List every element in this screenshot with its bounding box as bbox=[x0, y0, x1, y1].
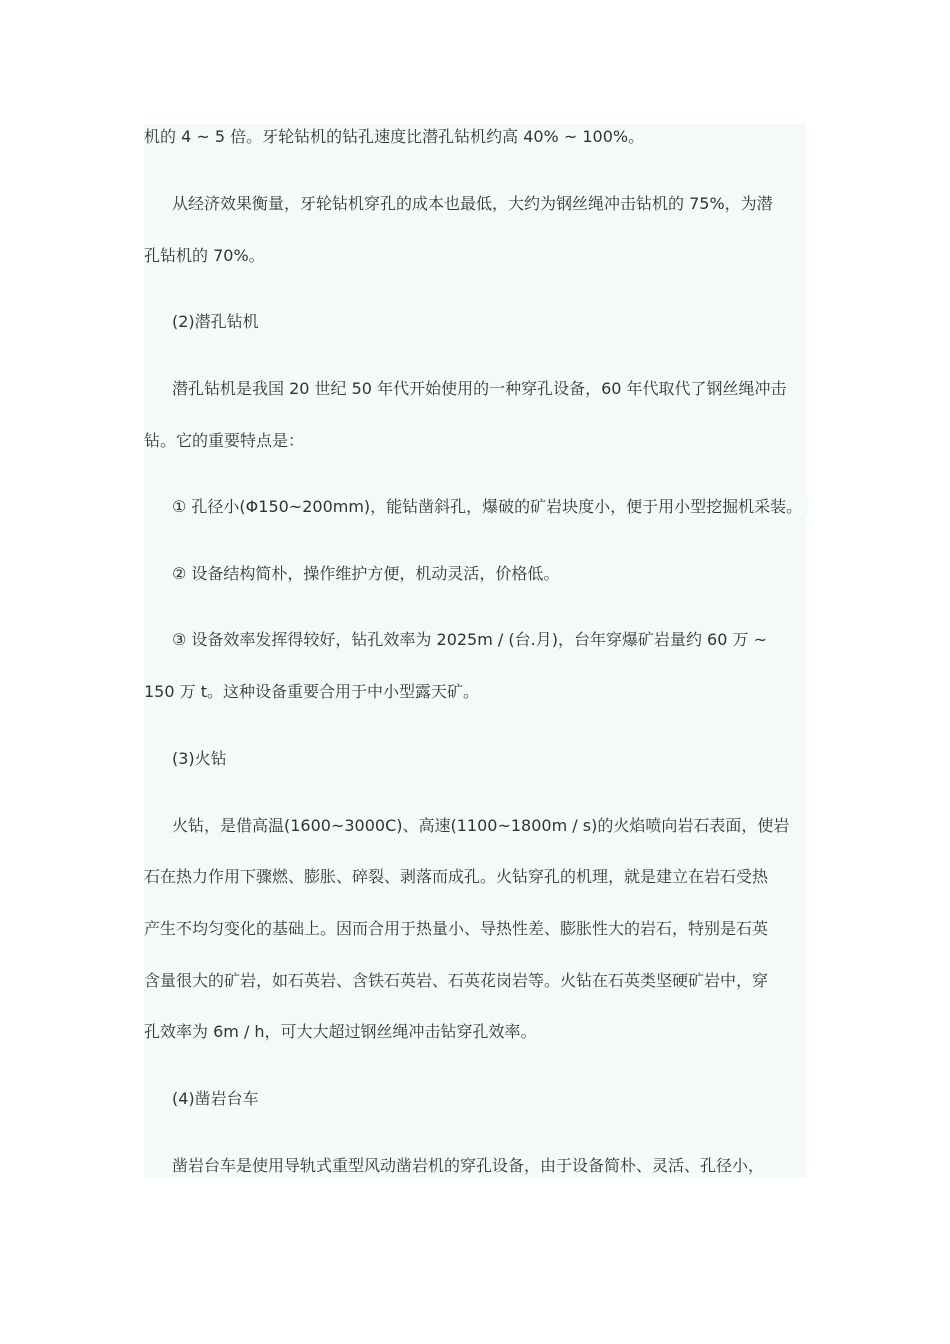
text-line: 机的 4 ~ 5 倍。牙轮钻机的钻孔速度比潜孔钻机约高 40% ~ 100%。 bbox=[144, 127, 645, 146]
text-line: 含量很大的矿岩，如石英岩、含铁石英岩、石英花岗岩等。火钻在石英类坚硬矿岩中，穿 bbox=[144, 971, 769, 990]
text-line: 产生不均匀变化的基础上。因而合用于热量小、导热性差、膨胀性大的岩石，特别是石英 bbox=[144, 919, 769, 938]
text-line: 火钻，是借高温(1600~3000C)、高速(1100~1800m / s)的火焰喷向岩石表面，使岩 bbox=[172, 816, 790, 835]
list-item-text: ① 孔径小(Φ150~200mm)，能钻凿斜孔，爆破的矿岩块度小，便于用小型挖掘机采装。 bbox=[172, 497, 808, 516]
text-line: 潜孔钻机是我国 20 世纪 50 年代开始使用的一种穿孔设备，60 年代取代了钢丝绳冲击 bbox=[172, 379, 787, 398]
text-line: 从经济效果衡量，牙轮钻机穿孔的成本也最低，大约为钢丝绳冲击钻机的 75%，为潜 bbox=[172, 194, 773, 213]
text-line: 孔效率为 6m / h，可大大超过钢丝绳冲击钻穿孔效率。 bbox=[144, 1022, 537, 1041]
list-item: ② 设备结构简朴，操作维护方便，机动灵活，价格低。 bbox=[172, 564, 560, 583]
section-heading: (3)火钻 bbox=[172, 749, 227, 768]
text-line: 凿岩台车是使用导轨式重型风动凿岩机的穿孔设备，由于设备简朴、灵活、孔径小， bbox=[172, 1156, 765, 1175]
document-body bbox=[144, 124, 806, 1178]
section-heading: (4)凿岩台车 bbox=[172, 1089, 259, 1108]
text-line: 150 万 t。这种设备重要合用于中小型露天矿。 bbox=[144, 682, 479, 701]
text-line: 石在热力作用下骤燃、膨胀、碎裂、剥落而成孔。火钻穿孔的机理，就是建立在岩石受热 bbox=[144, 867, 769, 886]
section-heading: (2)潜孔钻机 bbox=[172, 312, 259, 331]
list-item: ③ 设备效率发挥得较好，钻孔效率为 2025m / (台.月)，台年穿爆矿岩量约 60 万 ~ bbox=[172, 630, 767, 649]
list-item bbox=[172, 496, 808, 518]
text-line: 孔钻机的 70%。 bbox=[144, 246, 265, 265]
text-line: 钻。它的重要特点是： bbox=[144, 431, 305, 450]
